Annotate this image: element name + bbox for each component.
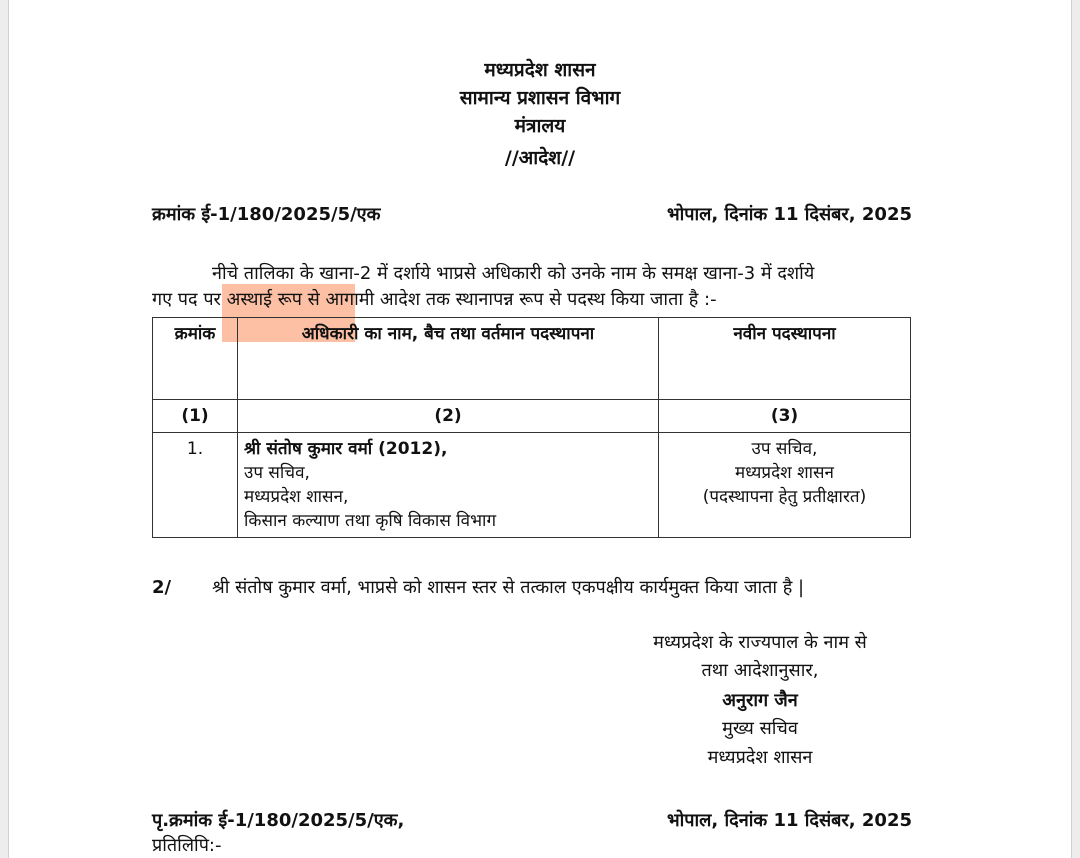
para2-number: 2/ — [152, 577, 172, 598]
header-government: मध्यप्रदेश शासन — [484, 59, 596, 81]
para2-text: श्री संतोष कुमार वर्मा, भाप्रसे को शासन स्तर से तत्काल एकपक्षीय कार्यमुक्त किया जाता है | — [212, 577, 805, 598]
colnum-2: (2) — [238, 400, 659, 433]
new-government: मध्यप्रदेश शासन — [735, 463, 834, 483]
current-department: किसान कल्याण तथा कृषि विकास विभाग — [244, 511, 497, 531]
current-government: मध्यप्रदेश शासन, — [244, 487, 349, 507]
officer-name: श्री संतोष कुमार वर्मा (2012), — [244, 439, 448, 459]
copy-label: प्रतिलिपि:- — [152, 835, 222, 856]
table-row — [153, 433, 911, 538]
signatory-name: अनुराग जैन — [722, 690, 798, 711]
row-officer — [238, 433, 659, 538]
endorsement-number: पृ.क्रमांक ई-1/180/2025/5/एक, — [152, 810, 405, 831]
new-status: (पदस्थापना हेतु प्रतीक्षारत) — [702, 487, 867, 507]
colnum-3: (3) — [659, 400, 911, 433]
posting-table — [152, 317, 911, 538]
signatory-designation: मुख्य सचिव — [722, 718, 798, 739]
row-serial: 1. — [153, 433, 238, 538]
current-post: उप सचिव, — [244, 463, 310, 483]
intro-line-1: नीचे तालिका के खाना-2 में दर्शाये भाप्रसे अधिकारी को उनके नाम के समक्ष खाना-3 में दर्शाये — [212, 263, 815, 284]
table-colnum-row — [153, 400, 911, 433]
endorsement-place-date: भोपाल, दिनांक 11 दिसंबर, 2025 — [666, 810, 912, 831]
order-place-date: भोपाल, दिनांक 11 दिसंबर, 2025 — [666, 204, 912, 225]
table-header-row — [153, 318, 911, 400]
header-serial: क्रमांक — [153, 318, 238, 400]
header-officer: अधिकारी का नाम, बैच तथा वर्तमान पदस्थापना — [238, 318, 659, 400]
signature-line-1: मध्यप्रदेश के राज्यपाल के नाम से — [653, 632, 867, 653]
header-department: सामान्य प्रशासन विभाग — [459, 87, 621, 109]
header-order-title: //आदेश// — [504, 147, 576, 169]
signature-line-2: तथा आदेशानुसार, — [701, 660, 819, 681]
row-new-posting — [659, 433, 911, 538]
new-post: उप सचिव, — [751, 439, 818, 459]
signatory-office: मध्यप्रदेश शासन — [707, 747, 813, 768]
header-new-posting: नवीन पदस्थापना — [659, 318, 911, 400]
header-ministry: मंत्रालय — [514, 115, 566, 137]
intro-line-2: गए पद पर अस्थाई रूप से आगामी आदेश तक स्थानापन्न रूप से पदस्थ किया जाता है :- — [152, 289, 717, 310]
colnum-1: (1) — [153, 400, 238, 433]
order-number: क्रमांक ई-1/180/2025/5/एक — [152, 204, 381, 225]
